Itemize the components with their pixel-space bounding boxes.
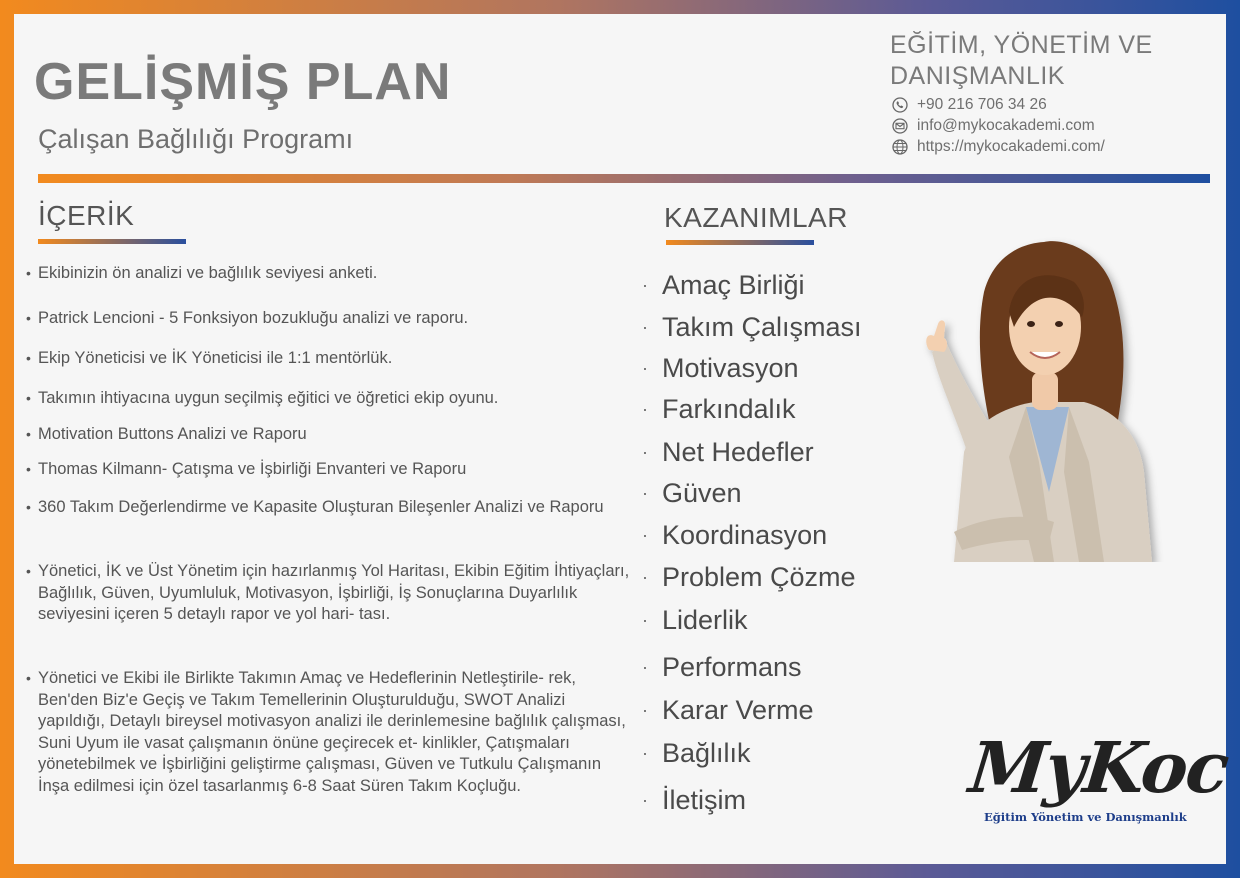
globe-icon [892,139,908,155]
page-title: GELİŞMİŞ PLAN [34,53,452,111]
benefit-item: · Problem Çözme [642,562,856,592]
benefit-item: · Performans [642,652,802,682]
header-divider [38,174,1210,183]
company-name [890,30,1210,92]
content-item: • Thomas Kilmann- Çatışma ve İşbirliği Envanteri ve Raporu [26,460,467,478]
benefit-item: · İletişim [642,785,747,815]
benefit-item: · Koordinasyon [642,520,828,550]
benefit-item: · Liderlik [642,605,748,635]
mykoc-logo [965,726,1232,836]
company-name-line1: EĞİTİM, YÖNETİM VE [890,31,1153,59]
phone-number: +90 216 706 34 26 [917,96,1047,113]
brochure-sheet [14,14,1232,864]
phone-icon [892,97,908,113]
pointing-woman-illustration [914,232,1164,562]
content-item: • Ekip Yöneticisi ve İK Yöneticisi ile 1:1 mentörlük. [26,349,393,367]
benefit-item: · Bağlılık [642,738,751,768]
content-item: • Patrick Lencioni - 5 Fonksiyon bozukluğu analizi ve raporu. [26,309,469,327]
logo-tagline: Eğitim Yönetim ve Danışmanlık [984,810,1187,824]
content-item: • Takımın ihtiyacına uygun seçilmiş eğitici ve öğretici ekip oyunu. [26,389,499,407]
email-icon [892,118,908,134]
content-item: • Ekibinizin ön analizi ve bağlılık seviyesi anketi. [26,264,378,282]
contact-email[interactable] [892,116,1212,136]
benefit-item: · Net Hedefler [642,437,814,467]
benefit-item: · Farkındalık [642,394,796,424]
benefit-item: · Karar Verme [642,695,814,725]
benefit-item: · Takım Çalışması [642,312,862,342]
logo-wordmark: MyKoc [965,726,1232,809]
page-subtitle: Çalışan Bağlılığı Programı [38,124,354,154]
company-name-line2: DANIŞMANLIK [890,62,1065,90]
benefit-item: · Amaç Birliği [642,270,805,300]
content-item: • Yönetici, İK ve Üst Yönetim için hazırlanmış Yol Haritası, Ekibin Eğitim İhtiyaçları, Bağlılık, Güven, Uyumluluk, Motivasyon, İşbirliği, İş Sonuçlarına Duyarlılık seviyesini içeren 5 detaylı rapor ve yol hari- tası. [26,562,630,623]
content-heading: İÇERİK [38,200,135,231]
content-item: • Yönetici ve Ekibi ile Birlikte Takımın Amaç ve Hedeflerinin Netleştirile- rek, Ben'den Biz'e Geçiş ve Takım Temellerinin Oluşturulduğu, SWOT Analizi yapıldığı, Detaylı bireysel motivasyon analizi ile derinlemesine bağlılık çalışması, Suni Uyum ile vasat çalışmanın önüne geçirecek et- kinlikler, Çatışmaları yönetebilmek ve İşbirliğini geliştirme çalışması, Güven ve Tutkulu Çalışmanın İnşa edilmesi için özel tasarlanmış 6-8 Saat Süren Takım Koçluğu. [26,669,626,795]
contact-phone [892,95,1212,115]
email-address[interactable]: info@mykocakademi.com [917,117,1095,134]
content-item: • Motivation Buttons Analizi ve Raporu [26,425,307,443]
benefit-item: · Güven [642,478,742,508]
website-url[interactable]: https://mykocakademi.com/ [917,138,1105,155]
benefits-heading: KAZANIMLAR [664,202,848,233]
benefits-heading-underline [666,240,814,245]
contact-website[interactable] [892,137,1212,157]
content-item: • 360 Takım Değerlendirme ve Kapasite Oluşturan Bileşenler Analizi ve Raporu [26,498,604,516]
content-heading-underline [38,239,186,244]
benefit-item: · Motivasyon [642,353,799,383]
